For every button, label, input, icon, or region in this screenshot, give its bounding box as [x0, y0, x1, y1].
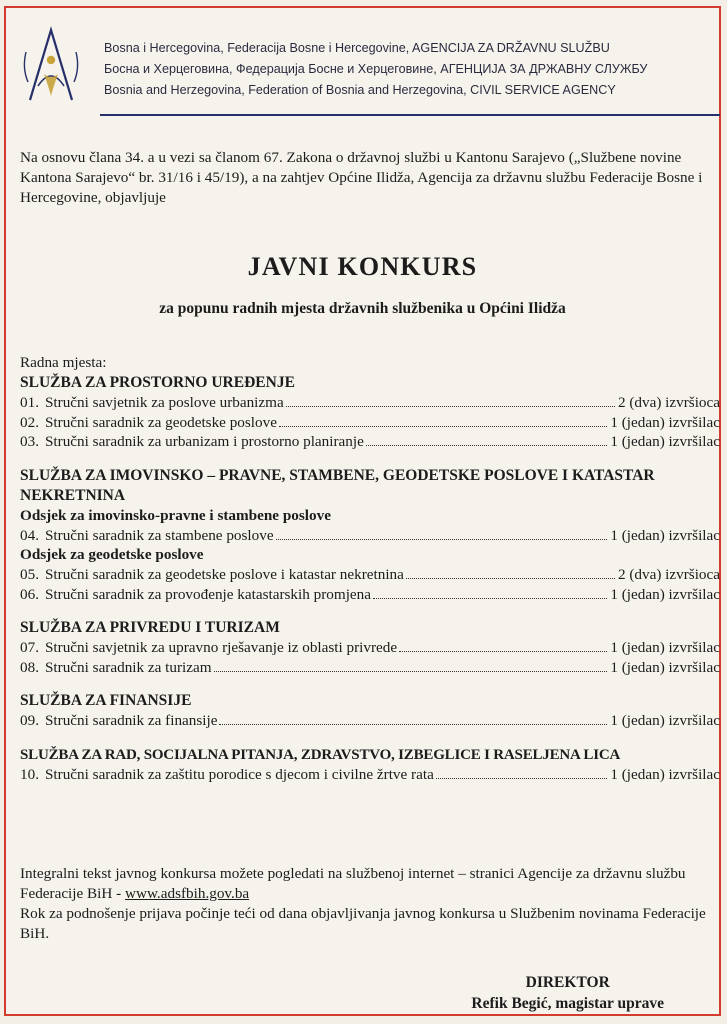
signature-name: Refik Begić, magistar uprave [471, 995, 664, 1012]
job-title: Stručni saradnik za turizam [44, 658, 212, 676]
job-count: 1 (jedan) izvršilac [610, 639, 720, 656]
job-count: 2 (dva) izvršioca [617, 566, 720, 583]
job-item [20, 432, 720, 452]
job-count: 1 (jedan) izvršilac [610, 526, 720, 544]
job-title: Stručni saradnik za stambene poslove [44, 526, 274, 544]
leader-dots [366, 444, 608, 446]
job-title: Stručni saradnik za zaštitu porodice s djecom i civilne žrtve rata [44, 765, 434, 783]
leader-dots [373, 597, 607, 599]
job-title: Stručni saradnik za geodetske poslove [44, 413, 277, 431]
job-item [20, 585, 720, 605]
job-count: 1 (jedan) izvršilac [610, 765, 720, 783]
job-number: 01. [20, 394, 39, 411]
job-number: 02. [20, 413, 39, 431]
job-count: 2 (dva) izvršioca [617, 394, 720, 411]
footer-text: Integralni tekst javnog konkursa možete pogledati na službenoj internet – stranici Agencije za državnu službu Federacije BiH - [20, 865, 686, 902]
job-count: 1 (jedan) izvršilac [610, 433, 720, 450]
agency-name-english: Bosnia and Herzegovina, Federation of Bosnia and Herzegovina, CIVIL SERVICE AGENCY [104, 83, 616, 97]
job-item [20, 711, 720, 731]
job-item [20, 565, 720, 585]
job-title: Stručni saradnik za finansije [44, 712, 218, 729]
job-title: Stručni saradnik za provođenje katastarskih promjena [44, 585, 371, 603]
job-item [20, 526, 720, 546]
job-item [20, 638, 720, 658]
section-heading: SLUŽBA ZA PROSTORNO UREĐENJE [20, 374, 295, 391]
section-heading: SLUŽBA ZA FINANSIJE [20, 692, 192, 709]
job-count: 1 (jedan) izvršilac [610, 585, 720, 603]
positions-label: Radna mjesta: [20, 354, 107, 371]
leader-dots [276, 538, 608, 540]
agency-header [20, 22, 710, 118]
job-item [20, 658, 720, 678]
footer-paragraph-2: Rok za podnošenje prijava počinje teći od dana objavljivanja javnog konkursa u Službenim novinama Federacije BiH. [20, 905, 706, 942]
job-count: 1 (jedan) izvršilac [610, 413, 720, 431]
job-number: 06. [20, 585, 39, 603]
leader-dots [399, 650, 607, 652]
leader-dots [286, 405, 615, 407]
positions-list [20, 353, 720, 784]
job-item [20, 765, 720, 785]
subsection-heading: Odsjek za geodetske poslove [20, 546, 204, 563]
job-title: Stručni saradnik za geodetske poslove i katastar nekretnina [44, 566, 404, 583]
leader-dots [279, 425, 607, 427]
job-number: 07. [20, 639, 39, 656]
section-heading: SLUŽBA ZA IMOVINSKO – PRAVNE, STAMBENE, GEODETSKE POSLOVE I KATASTAR [20, 466, 655, 484]
job-number: 08. [20, 658, 39, 676]
job-title: Stručni savjetnik za upravno rješavanje iz oblasti privrede [44, 639, 398, 656]
header-rule [100, 114, 720, 116]
subsection-heading: Odsjek za imovinsko-pravne i stambene poslove [20, 506, 331, 524]
intro-paragraph: Na osnovu člana 34. a u vezi sa članom 67. Zakona o državnoj službi u Kantonu Sarajevo („Službene novine Kantona Sarajevo“ br. 31/16 i 45/19), a na zahtjev Općine Ilidža, Agencija za državnu službu Federacije Bosne i Hercegovine, objavljuje [20, 149, 703, 206]
leader-dots [214, 670, 608, 672]
job-title: Stručni savjetnik za poslove urbanizma [44, 394, 284, 411]
section-heading: SLUŽBA ZA RAD, SOCIJALNA PITANJA, ZDRAVSTVO, IZBEGLICE I RASELJENA LICA [20, 746, 621, 763]
section-heading-continued: NEKRETNINA [20, 486, 126, 504]
job-count: 1 (jedan) izvršilac [610, 658, 720, 676]
leader-dots [406, 577, 615, 579]
job-number: 05. [20, 566, 39, 583]
page-subtitle: za popunu radnih mjesta državnih službenika u Općini Ilidža [159, 300, 566, 317]
agency-logo-icon [20, 22, 82, 106]
job-title: Stručni saradnik za urbanizam i prostorno planiranje [44, 433, 364, 450]
job-number: 04. [20, 526, 39, 544]
job-number: 03. [20, 433, 39, 450]
section-heading: SLUŽBA ZA PRIVREDU I TURIZAM [20, 619, 280, 636]
agency-website-link[interactable]: www.adsfbih.gov.ba [125, 885, 250, 902]
job-item [20, 393, 720, 413]
signature-block [471, 972, 664, 1014]
job-count: 1 (jedan) izvršilac [610, 712, 720, 729]
footer-paragraph-1 [20, 864, 720, 904]
job-item [20, 413, 720, 433]
footer-notes [20, 864, 720, 944]
leader-dots [219, 723, 607, 725]
agency-name-cyrillic: Босна и Херцеговина, Федерација Босне и Херцеговине, АГЕНЦИЈА ЗА ДРЖАВНУ СЛУЖБУ [104, 62, 648, 76]
job-number: 09. [20, 712, 39, 729]
job-number: 10. [20, 765, 39, 783]
page-title: JAVNI KONKURS [247, 252, 478, 281]
leader-dots [436, 777, 608, 779]
announcement-page [4, 6, 721, 1016]
agency-name-latin: Bosna i Hercegovina, Federacija Bosne i Hercegovine, AGENCIJA ZA DRŽAVNU SLUŽBU [104, 41, 610, 55]
signature-role: DIREKTOR [525, 974, 610, 991]
